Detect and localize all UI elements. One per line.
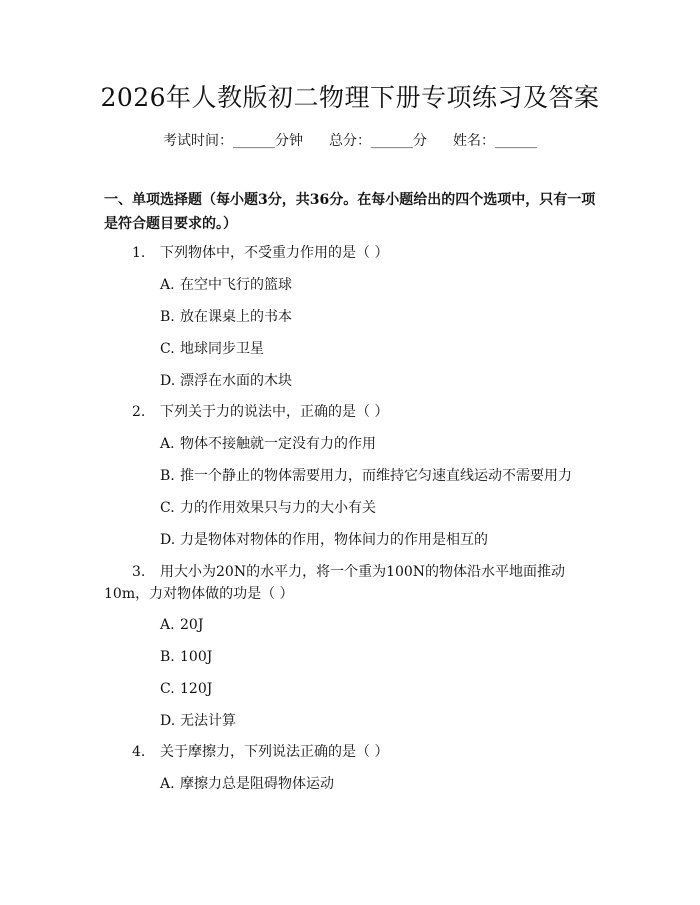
- option-text: 100J: [180, 649, 213, 665]
- option-text: 无法计算: [180, 713, 236, 729]
- question-1-option-d: [160, 370, 292, 392]
- option-letter: C.: [160, 681, 175, 697]
- option-text: 力的作用效果只与力的大小有关: [180, 500, 376, 516]
- question-number: 1.: [132, 245, 146, 261]
- question-stem: 下列物体中，不受重力作用的是（ ）: [160, 245, 389, 261]
- option-text: 力是物体对物体的作用，物体间力的作用是相互的: [180, 532, 488, 548]
- question-3-option-d: [160, 710, 236, 732]
- question-1-option-b: [160, 306, 292, 328]
- time-label: 考试时间：: [163, 133, 233, 149]
- name-label: 姓名：: [453, 133, 495, 149]
- time-blank: ______: [233, 133, 275, 149]
- option-text: 20J: [180, 617, 204, 633]
- score-label: 总分：: [329, 133, 371, 149]
- question-4: [132, 741, 388, 763]
- option-letter: A.: [160, 436, 175, 452]
- option-text: 推一个静止的物体需要用力，而维持它匀速直线运动不需要用力: [180, 468, 572, 484]
- question-2-option-d: [160, 529, 488, 551]
- option-letter: B.: [160, 649, 175, 665]
- question-3: [104, 561, 604, 605]
- question-stem: 用大小为20N的水平力，将一个重为100N的物体沿水平地面推动10m，力对物体做的功是（ ）: [104, 564, 566, 602]
- option-letter: D.: [160, 713, 176, 729]
- option-letter: D.: [160, 532, 176, 548]
- option-letter: A.: [160, 776, 175, 792]
- question-3-option-a: [160, 614, 203, 636]
- question-2: [132, 401, 388, 423]
- option-letter: C.: [160, 341, 175, 357]
- question-2-option-b: [160, 465, 572, 487]
- question-1-option-a: [160, 274, 292, 296]
- question-2-option-a: [160, 433, 376, 455]
- question-number: 3.: [132, 564, 146, 580]
- question-4-option-a: [160, 773, 334, 795]
- option-text: 在空中飞行的篮球: [180, 277, 292, 293]
- option-text: 放在课桌上的书本: [180, 309, 292, 325]
- question-stem: 关于摩擦力，下列说法正确的是（ ）: [160, 744, 389, 760]
- question-number: 4.: [132, 744, 146, 760]
- option-letter: D.: [160, 373, 176, 389]
- page-title: 2026年人教版初二物理下册专项练习及答案: [100, 83, 600, 112]
- question-3-option-b: [160, 646, 212, 668]
- option-text: 地球同步卫星: [180, 341, 264, 357]
- option-text: 物体不接触就一定没有力的作用: [180, 436, 376, 452]
- option-letter: A.: [160, 617, 175, 633]
- name-blank: ______: [495, 133, 537, 149]
- option-letter: B.: [160, 468, 175, 484]
- option-text: 漂浮在水面的木块: [180, 373, 292, 389]
- option-text: 摩擦力总是阻碍物体运动: [180, 776, 334, 792]
- section-heading: 一、单项选择题（每小题3分，共36分。在每小题给出的四个选项中，只有一项是符合题目要求的。）: [104, 192, 596, 232]
- question-stem: 下列关于力的说法中，正确的是（ ）: [160, 404, 389, 420]
- question-3-option-c: [160, 678, 212, 700]
- option-text: 120J: [180, 681, 213, 697]
- question-1-option-c: [160, 338, 264, 360]
- exam-info: [0, 130, 700, 152]
- option-letter: C.: [160, 500, 175, 516]
- time-unit: 分钟: [275, 133, 303, 149]
- score-blank: ______: [371, 133, 413, 149]
- score-unit: 分: [413, 133, 427, 149]
- option-letter: A.: [160, 277, 175, 293]
- question-2-option-c: [160, 497, 376, 519]
- question-1: [132, 242, 388, 264]
- question-number: 2.: [132, 404, 146, 420]
- option-letter: B.: [160, 309, 175, 325]
